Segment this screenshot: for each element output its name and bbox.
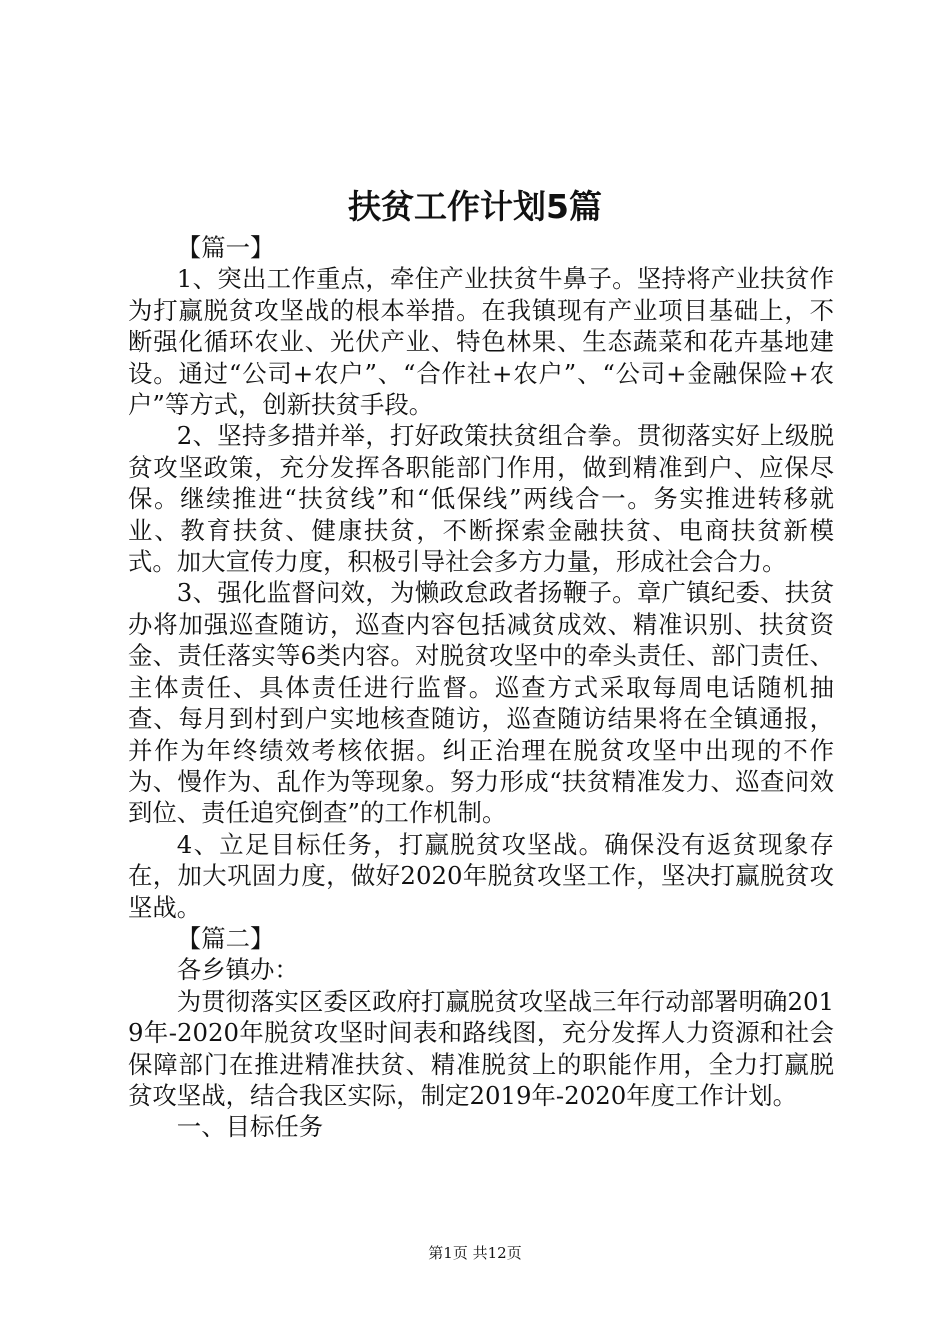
paragraph: 4、立足目标任务，打赢脱贫攻坚战。确保没有返贫现象存在，加大巩固力度，做好2020年脱贫攻坚工作，坚决打赢脱贫攻坚战。 xyxy=(128,829,834,922)
document-body xyxy=(128,232,834,1143)
salutation: 各乡镇办： xyxy=(176,955,299,985)
section-heading: 【篇一】 xyxy=(176,233,275,262)
section-heading: 【篇二】 xyxy=(176,923,275,953)
page-footer: 第1页 共12页 xyxy=(428,1244,522,1262)
paragraph: 2、坚持多措并举，打好政策扶贫组合拳。贯彻落实好上级脱贫攻坚政策，充分发挥各职能部门作用，做到精准到户、应保尽保。继续推进“扶贫线”和“低保线”两线合一。务实推进转移就业、教育扶贫、健康扶贫，不断探索金融扶贫、电商扶贫新模式。加大宣传力度，积极引导社会多方力量，形成社会合力。 xyxy=(128,421,834,577)
paragraph: 3、强化监督问效，为懒政怠政者扬鞭子。章广镇纪委、扶贫办将加强巡查随访，巡查内容包括减贫成效、精准识别、扶贫资金、责任落实等6类内容。对脱贫攻坚中的牵头责任、部门责任、主体责任、具体责任进行监督。巡查方式采取每周电话随机抽查、每月到村到户实地核查随访，巡查随访结果将在全镇通报，并作为年终绩效考核依据。纠正治理在脱贫攻坚中出现的不作为、慢作为、乱作为等现象。努力形成“扶贫精准发力、巡查问效到位、责任追究倒查”的工作机制。 xyxy=(128,578,834,828)
paragraph: 1、突出工作重点，牵住产业扶贫牛鼻子。坚持将产业扶贫作为打赢脱贫攻坚战的根本举措。在我镇现有产业项目基础上，不断强化循环农业、光伏产业、特色林果、生态蔬菜和花卉基地建设。通过“公司+农户”、“合作社+农户”、“公司+金融保险+农户”等方式，创新扶贫手段。 xyxy=(128,264,834,420)
subheading: 一、目标任务 xyxy=(176,1112,324,1142)
paragraph: 为贯彻落实区委区政府打赢脱贫攻坚战三年行动部署明确2019年-2020年脱贫攻坚时间表和路线图，充分发挥人力资源和社会保障部门在推进精准扶贫、精准脱贫上的职能作用，全力打赢脱贫攻坚战，结合我区实际，制定2019年-2020年度工作计划。 xyxy=(128,986,834,1110)
page-title: 扶贫工作计划5篇 xyxy=(348,187,602,226)
